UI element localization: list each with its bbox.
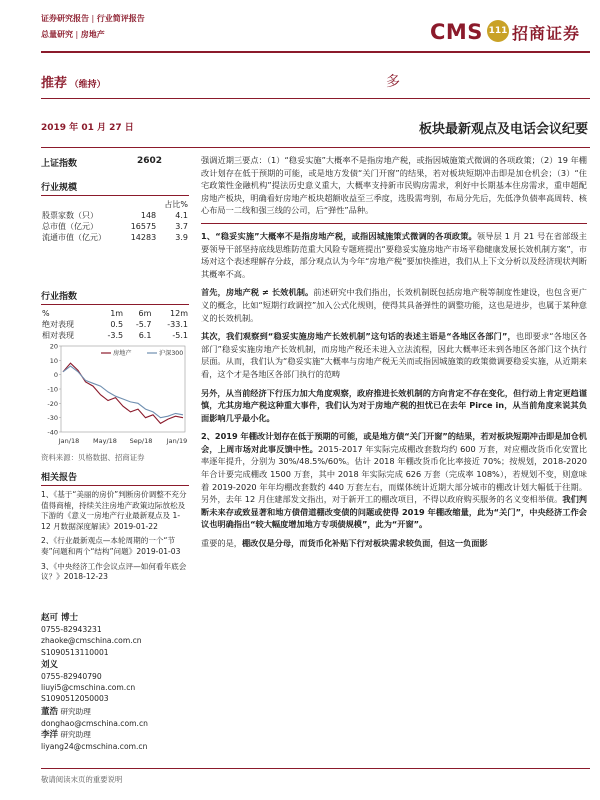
- analyst-email[interactable]: liyang24@cmschina.com.cn: [41, 742, 148, 752]
- header-divider: [41, 51, 590, 53]
- index-block: [41, 156, 189, 169]
- industry-perf-title: 行业指数: [41, 292, 78, 302]
- band-divider: [41, 98, 590, 99]
- industry-perf-table: [41, 308, 189, 341]
- y-tick-label: 10: [49, 356, 58, 365]
- industry-scale-table: [41, 199, 189, 243]
- industry-name: 房地产: [80, 30, 105, 39]
- table-row: 相对表现 -3.5 6.1 -5.1: [42, 331, 188, 340]
- industry-scale-section: [41, 180, 189, 243]
- analyst-card: [41, 729, 189, 752]
- report-category: 证券研究报告: [41, 14, 89, 23]
- table-row: 流通市值（亿元） 14283 3.9: [42, 233, 188, 242]
- analyst-name: 赵可 博士: [41, 613, 78, 623]
- footer-disclaimer[interactable]: 敬请阅读末页的重要说明: [41, 775, 123, 784]
- report-type: 行业简评报告: [96, 14, 145, 23]
- paragraph-6: 重要的是，棚改仅是分母，而货币化补贴下行对板块需求较负面，但这一负面影: [201, 538, 488, 549]
- paragraph-3: 其次，我们观察到“稳妥实施房地产长效机制”这句话的表述主语是“各地区各部门”，也即要求“各地区各部门”稳妥实施房地产长效机制，而房地产税还未进入立法流程，因此大概率还未到各地区各部门这个执行层面。从而，我们认为“稳妥实施”大概率与房地产税无关而或指因城施策的政策微调要稳妥实施，从近期来看，这个才是各地区各部门执行的范畴: [201, 331, 587, 379]
- report-body: [201, 154, 587, 556]
- y-tick-label: 0: [53, 371, 58, 380]
- paragraph-2: 首先，房地产税 ≠ 长效机制。前述研究中我们指出，长效机制既包括房地产税等制度性建设，也包含更广义的概念，比如“短期行政调控”加入公式化规则，使得其具备弹性的调整功能，这也是进步，也属于某种意义的长效机制。: [201, 287, 587, 323]
- related-reports-section: [41, 470, 189, 583]
- legend-label: 沪深300: [159, 350, 184, 358]
- analyst-email[interactable]: zhaoke@cmschina.com.cn: [41, 636, 142, 646]
- chart-frame: [61, 346, 185, 432]
- related-report-item[interactable]: 1、《基于“美丽的房价”判断房价调整不充分值得商榷，持续关注房地产政策边际放松及下游的《意义一房地产行业最新观点及 1-12 月数据深度解读》2019-01-22: [41, 490, 187, 531]
- table-row: 绝对表现 0.5 -5.7 -33.1: [42, 320, 188, 329]
- y-tick-label: 20: [49, 342, 58, 351]
- analyst-name: 李洋: [41, 730, 59, 741]
- logo-emblem-icon: 111: [487, 20, 509, 42]
- title-divider: [41, 147, 590, 148]
- report-date: 2019 年 01 月 27 日: [41, 123, 134, 133]
- analyst-name: 董浩: [41, 706, 59, 717]
- analyst-card: [41, 706, 189, 729]
- analyst-contacts: [41, 613, 189, 752]
- index-value: 2602: [137, 156, 163, 166]
- industry-perf-section: [41, 289, 189, 341]
- y-tick-label: -20: [47, 399, 58, 408]
- analyst-card: [41, 660, 189, 705]
- paragraph-5: 2、2019 年棚改计划存在低于预期的可能，或是地方债“关门开窗”的结果，若对板块短期冲击即是加仓机会，上周市场对此事反馈中性。2015-2017 年实际完成棚改套数均约 600 万套，对应棚改货币化安置比率逐年提升，分别为 30%/48.5%/60%。估计 2018 年棚改货币化比率接近 70%；按规划，2018-2020 年合计要完成棚改 1500 万套，其中 2018 年实际完成 626 万套（完成率 108%），若规划不变，则意味着 2019-2020 年年均棚改套数约 440 万套左右，而媒体统计近期大部分城市的棚改计划大幅低于往期。另外，去年 12 月住建部发文指出，对于新开工的棚改项目，不得以政府购买服务的名义变相举债。我们判断未来存或致显著和地方债借道棚改变债的问题或使得 2019 年棚改缩量，此为“关门”，中央经济工作会议也明确指出“较大幅度增加地方专项债规模”，此为“开窗”。: [201, 431, 587, 530]
- x-tick-label: Sep/18: [129, 437, 153, 445]
- analyst-cert: S1090512050003: [41, 694, 109, 704]
- header-line1: 证券研究报告 | 行业简评报告: [41, 14, 145, 23]
- pct-header: 占比%: [164, 200, 188, 209]
- intro-divider: [201, 223, 587, 224]
- table-row: 总市值（亿元） 16575 3.7: [42, 222, 188, 231]
- table-row: [41, 199, 189, 210]
- industry-scale-rule: [41, 195, 189, 196]
- table-row: 股票家数（只） 148 4.1: [42, 211, 188, 220]
- industry-scale-title: 行业规模: [41, 183, 78, 193]
- paragraph-4: 另外，从当前经济下行压力加大角度观察，政府推进长效机制的方向肯定不存在变化，但行动上肯定更趋谨慎，尤其房地产税这种重大事件，我们认为对于房地产税的担忧已在去年 Pirce in，从当前角度来说其负面影响几乎最小化。: [201, 387, 587, 423]
- logo-company-text: 招商证券: [512, 24, 581, 43]
- index-label: 上证指数: [41, 159, 78, 169]
- x-tick-label: Jan/19: [166, 437, 188, 445]
- industry-perf-rule: [41, 304, 189, 305]
- analyst-email[interactable]: liuyi5@cmschina.com.cn: [41, 683, 136, 693]
- chart-source: 资料来源：贝格数据、招商证券: [41, 453, 145, 462]
- rating: [41, 72, 106, 91]
- research-area: 总量研究: [41, 30, 73, 39]
- analyst-name: 刘义: [41, 659, 59, 670]
- company-logo: [430, 16, 590, 50]
- related-reports-title: 相关报告: [41, 473, 78, 483]
- analyst-phone: 0755-82940790: [41, 672, 102, 682]
- paragraph-1: 1、“稳妥实施”大概率不是指房地产税，或指因城施策式微调的各项政策。领导层 1 月 21 号在省部级主要领导干部坚持底线思维防范重大风险专题班提出“要稳妥实施房地产市场平稳健康发展长效机制方案”，市场对这个表述理解存分歧，部分观点认为今年“房地产税”要加快推进，我们从上下文分析以及经济现状判断其概率不高。: [201, 230, 587, 279]
- analyst-card: [41, 613, 189, 658]
- analyst-role: 研究助理: [60, 706, 91, 716]
- series-line-real-estate: [63, 363, 183, 423]
- analyst-role: 研究助理: [60, 730, 91, 740]
- related-report-item[interactable]: 2、《行业最新观点—本轮周期的一个“节奏”问题和两个“结构”问题》2019-01-03: [41, 536, 181, 556]
- rating-status: （维持）: [69, 80, 106, 90]
- analyst-email[interactable]: donghao@cmschina.com.cn: [41, 718, 148, 728]
- rating-label: 推荐: [41, 76, 68, 91]
- x-tick-label: May/18: [93, 437, 117, 445]
- header-line2: 总量研究 | 房地产: [41, 30, 105, 39]
- related-report-item[interactable]: 3、《中央经济工作会议点评—如何看年底会议？》2018-12-23: [41, 561, 187, 582]
- report-title: 板块最新观点及电话会议纪要: [418, 122, 588, 137]
- intro-paragraph: 强调近期三要点：（1）“稳妥实施”大概率不是指房地产税，或指因城施策式微调的各项政策；（2）19 年棚改计划存在低于预期的可能，或是地方发债“关门开窗”的结果，若对板块短期冲击即是加仓机会；（3）“住宅政策性金融机构”提法历史意义重大，大概率支持新市民购房需求，利好中长期基本住房需求，重申超配房地产板块，明确看好房地产板块超额收益至三季度，选股需弯别，布局分先后，先低净负债率高周转、核心布局一二线和强三线的公司，后“弹性”品种。: [201, 155, 587, 216]
- x-tick-label: Jan/18: [58, 437, 80, 445]
- rating-direction: 多: [386, 74, 400, 90]
- legend-label: 房地产: [113, 350, 132, 358]
- analyst-phone: 0755-82943231: [41, 625, 102, 635]
- logo-cms-text: CMS: [430, 20, 483, 44]
- y-tick-label: -30: [47, 414, 58, 423]
- y-tick-label: -10: [47, 385, 58, 394]
- related-reports-rule: [41, 485, 189, 486]
- series-line-csi300: [63, 366, 183, 418]
- table-row: % 1m 6m 12m: [42, 309, 188, 318]
- industry-performance-chart: [41, 342, 189, 446]
- y-tick-label: -40: [47, 428, 58, 437]
- footer-divider: [41, 768, 590, 769]
- analyst-cert: S1090513110001: [41, 647, 109, 657]
